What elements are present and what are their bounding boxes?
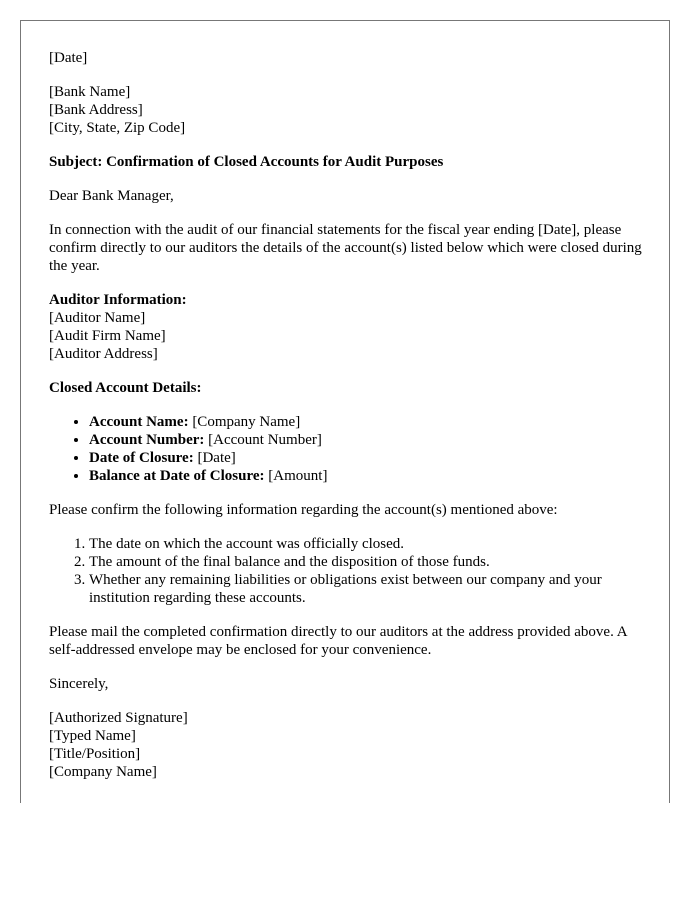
letter-date: [Date] [49,50,88,66]
bank-name: [Bank Name] [49,84,131,100]
detail-account-name [89,413,649,431]
auditor-information [49,291,649,363]
mail-instructions: Please mail the completed confirmation directly to our auditors at the address provided above. A self-addressed envelope may be enclosed for your convenience. [49,624,627,658]
audit-firm-name: [Audit Firm Name] [49,328,166,344]
authorized-signature: [Authorized Signature] [49,710,188,726]
detail-value: [Account Number] [204,432,322,448]
confirm-item: 1. The date on which the account was officially closed. [89,535,649,553]
closing: Sincerely, [49,676,109,692]
auditor-address: [Auditor Address] [49,346,158,362]
closed-details-heading: Closed Account Details: [49,380,202,396]
detail-label: Balance at Date of Closure: [89,468,265,484]
confirm-intro: Please confirm the following information regarding the account(s) mentioned above: [49,502,558,518]
bank-address: [Bank Address] [49,102,143,118]
auditor-name: [Auditor Name] [49,310,146,326]
confirm-item: 3. Whether any remaining liabilities or obligations exist between our company and your institution regarding these accounts. [89,571,649,607]
detail-label: Date of Closure: [89,450,194,466]
detail-label: Account Name: [89,414,189,430]
letter-page [20,20,670,803]
detail-account-number [89,431,649,449]
letter-subject: Subject: Confirmation of Closed Accounts for Audit Purposes [49,154,444,170]
detail-value: [Company Name] [188,414,301,430]
title-position: [Title/Position] [49,746,141,762]
confirm-list [49,535,649,607]
detail-balance-at-closure [89,467,649,485]
signature-block [49,709,649,781]
letter-content [49,21,649,781]
bank-city-state-zip: [City, State, Zip Code] [49,120,186,136]
detail-label: Account Number: [89,432,205,448]
company-name: [Company Name] [49,764,157,780]
recipient-address [49,83,649,137]
detail-value: [Date] [193,450,236,466]
salutation: Dear Bank Manager, [49,188,174,204]
typed-name: [Typed Name] [49,728,136,744]
intro-paragraph: In connection with the audit of our financial statements for the fiscal year ending [Date], please confirm directly to our auditors the details of the account(s) listed below which were closed during the year. [49,222,642,274]
closed-details-list [49,413,649,485]
detail-date-of-closure [89,449,649,467]
confirm-item: 2. The amount of the final balance and the disposition of those funds. [89,553,649,571]
detail-value: [Amount] [264,468,328,484]
auditor-heading: Auditor Information: [49,292,187,308]
